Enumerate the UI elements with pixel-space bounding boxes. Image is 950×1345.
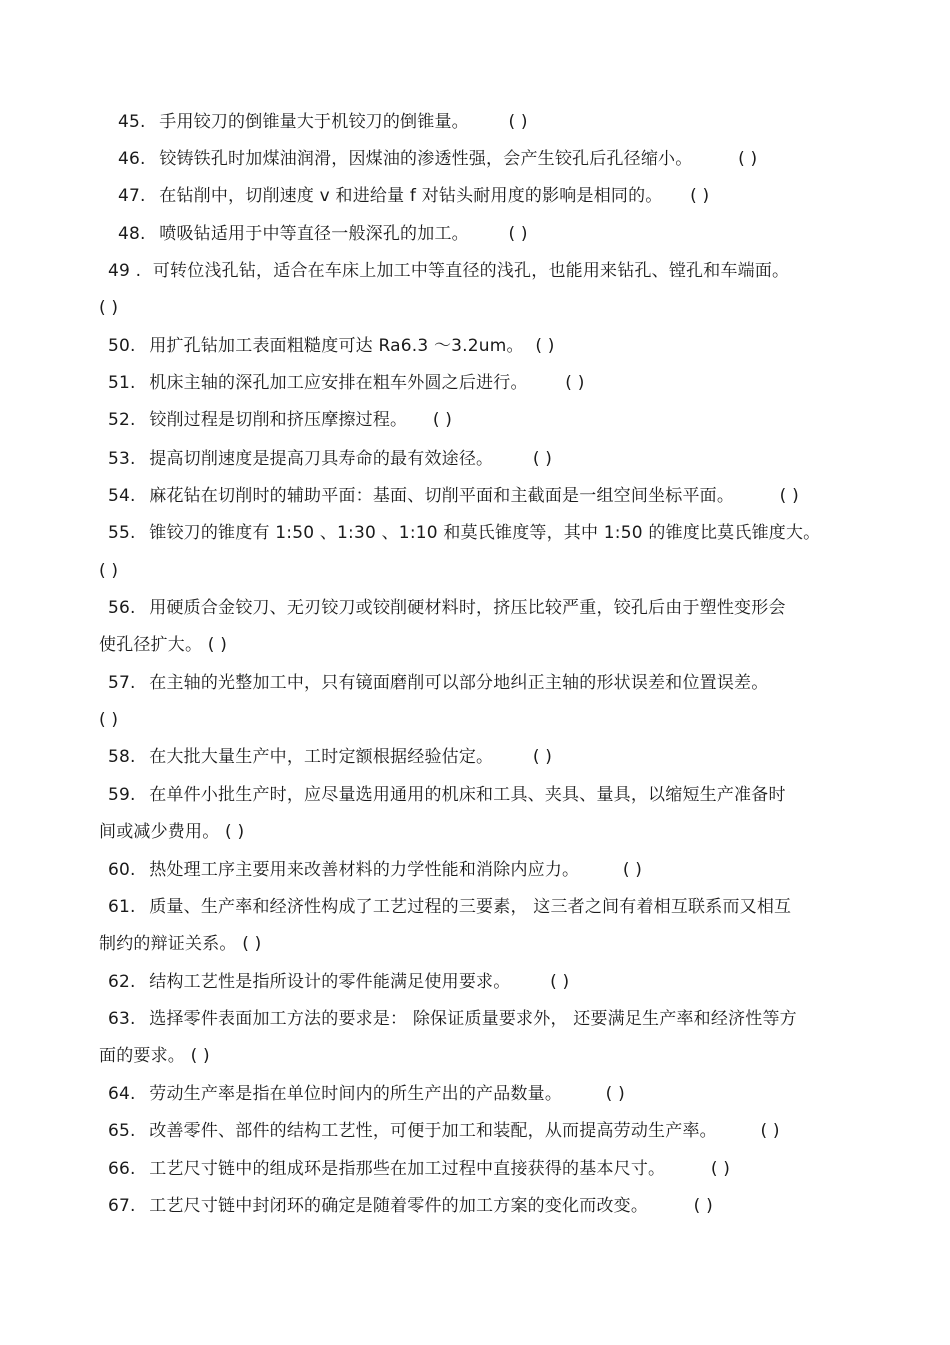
question-number: 50. <box>108 336 136 356</box>
question-text: 在钻削中，切削速度 v 和进给量 f 对钻头耐用度的影响是相同的。 <box>159 186 663 206</box>
question-number: 52. <box>108 410 136 430</box>
question-number: 56. <box>108 598 136 618</box>
answer-bracket: ( ) <box>605 1084 625 1104</box>
question-51 <box>108 372 585 394</box>
question-49 <box>108 260 789 282</box>
question-text: 铰削过程是切削和挤压摩擦过程。 <box>149 410 408 430</box>
question-54 <box>108 485 799 507</box>
question-63 <box>108 1008 797 1030</box>
answer-bracket: ( ) <box>99 298 119 318</box>
question-61 <box>108 896 791 918</box>
answer-bracket: ( ) <box>99 561 119 581</box>
answer-bracket: ( ) <box>532 449 553 469</box>
question-67 <box>108 1195 713 1217</box>
question-number: 54. <box>108 486 136 506</box>
answer-bracket: ( ) <box>622 860 643 880</box>
question-text-continuation: 使孔径扩大。 ( ) <box>99 635 228 655</box>
question-48 <box>118 223 528 245</box>
question-text: 锥铰刀的锥度有 1:50 、1:30 、1:10 和莫氏锥度等，其中 1:50 的锥度比莫氏锥度大。 <box>149 523 821 543</box>
question-59 <box>108 784 786 806</box>
question-text: 劳动生产率是指在单位时间内的所生产出的产品数量。 <box>149 1084 563 1104</box>
answer-bracket: ( ) <box>690 186 710 206</box>
question-49-continuation <box>99 297 118 319</box>
question-text: 机床主轴的深孔加工应安排在粗车外圆之后进行。 <box>149 373 528 393</box>
question-55 <box>108 522 820 544</box>
answer-bracket: ( ) <box>565 373 585 393</box>
answer-bracket: ( ) <box>760 1121 780 1141</box>
question-text: 工艺尺寸链中封闭环的确定是随着零件的加工方案的变化而改变。 <box>149 1196 649 1216</box>
question-52 <box>108 409 452 431</box>
question-55-continuation <box>99 560 118 582</box>
question-text-continuation: 间或减少费用。 ( ) <box>99 822 245 842</box>
question-56-continuation <box>99 634 227 656</box>
question-text-continuation: 制约的辩证关系。 ( ) <box>99 934 262 954</box>
question-number: 63. <box>108 1009 136 1029</box>
question-number: 55. <box>108 523 136 543</box>
question-66 <box>108 1158 730 1180</box>
question-text: 喷吸钻适用于中等直径一般深孔的加工。 <box>159 224 469 244</box>
question-number: 60. <box>108 860 136 880</box>
question-45 <box>118 111 528 133</box>
question-60 <box>108 859 642 881</box>
question-number: 61. <box>108 897 136 917</box>
question-65 <box>108 1120 780 1142</box>
question-57-continuation <box>99 709 118 731</box>
answer-bracket: ( ) <box>99 710 119 730</box>
question-text: 在主轴的光整加工中，只有镜面磨削可以部分地纠正主轴的形状误差和位置误差。 <box>149 673 769 693</box>
answer-bracket: ( ) <box>738 149 758 169</box>
question-number: 64. <box>108 1084 136 1104</box>
question-53 <box>108 448 552 470</box>
question-text: 用扩孔钻加工表面粗糙度可达 Ra6.3 ～3.2um。 <box>149 336 524 356</box>
question-number: 66. <box>108 1159 136 1179</box>
question-text: 在单件小批生产时，应尽量选用通用的机床和工具、夹具、量具，以缩短生产准备时 <box>149 785 786 805</box>
question-47 <box>118 185 709 207</box>
question-text: 手用铰刀的倒锥量大于机铰刀的倒锥量。 <box>159 112 469 132</box>
question-number: 65. <box>108 1121 136 1141</box>
question-text: 工艺尺寸链中的组成环是指那些在加工过程中直接获得的基本尺寸。 <box>149 1159 666 1179</box>
question-text: 质量、生产率和经济性构成了工艺过程的三要素， 这三者之间有着相互联系而又相互 <box>149 897 792 917</box>
answer-bracket: ( ) <box>550 972 570 992</box>
question-number: 62. <box>108 972 136 992</box>
answer-bracket: ( ) <box>710 1159 731 1179</box>
question-63-continuation <box>99 1045 210 1067</box>
question-text-continuation: 面的要求。 ( ) <box>99 1046 210 1066</box>
answer-bracket: ( ) <box>508 224 528 244</box>
question-56 <box>108 597 786 619</box>
question-text: 结构工艺性是指所设计的零件能满足使用要求。 <box>149 972 511 992</box>
question-text: 麻花钻在切削时的辅助平面：基面、切削平面和主截面是一组空间坐标平面。 <box>149 486 735 506</box>
answer-bracket: ( ) <box>779 486 799 506</box>
question-62 <box>108 971 569 993</box>
question-text: 选择零件表面加工方法的要求是： 除保证质量要求外， 还要满足生产率和经济性等方 <box>149 1009 797 1029</box>
question-50 <box>108 335 555 357</box>
question-text: 在大批大量生产中，工时定额根据经验估定。 <box>149 747 494 767</box>
question-number: 47. <box>118 186 146 206</box>
answer-bracket: ( ) <box>535 336 555 356</box>
question-text: 铰铸铁孔时加煤油润滑，因煤油的渗透性强，会产生铰孔后孔径缩小。 <box>159 149 693 169</box>
question-number: 45. <box>118 112 146 132</box>
answer-bracket: ( ) <box>693 1196 713 1216</box>
answer-bracket: ( ) <box>532 747 553 767</box>
question-number: 46. <box>118 149 146 169</box>
question-57 <box>108 672 768 694</box>
question-64 <box>108 1083 625 1105</box>
question-number: 51. <box>108 373 136 393</box>
question-59-continuation <box>99 821 244 843</box>
question-61-continuation <box>99 933 261 955</box>
question-number: 53. <box>108 449 136 469</box>
question-58 <box>108 746 552 768</box>
question-number: 57. <box>108 673 136 693</box>
question-number: 58. <box>108 747 136 767</box>
question-text: 提高切削速度是提高刀具寿命的最有效途径。 <box>149 449 494 469</box>
question-46 <box>118 148 757 170</box>
question-text: 改善零件、部件的结构工艺性，可便于加工和装配，从而提高劳动生产率。 <box>149 1121 717 1141</box>
question-number: 59. <box>108 785 136 805</box>
question-number: 49 . <box>108 261 142 281</box>
question-text: 可转位浅孔钻，适合在车床上加工中等直径的浅孔，也能用来钻孔、镗孔和车端面。 <box>152 261 790 281</box>
question-text: 热处理工序主要用来改善材料的力学性能和消除内应力。 <box>149 860 580 880</box>
answer-bracket: ( ) <box>432 410 453 430</box>
answer-bracket: ( ) <box>508 112 528 132</box>
question-number: 67. <box>108 1196 136 1216</box>
question-number: 48. <box>118 224 146 244</box>
question-text: 用硬质合金铰刀、无刃铰刀或铰削硬材料时，挤压比较严重，铰孔后由于塑性变形会 <box>149 598 786 618</box>
